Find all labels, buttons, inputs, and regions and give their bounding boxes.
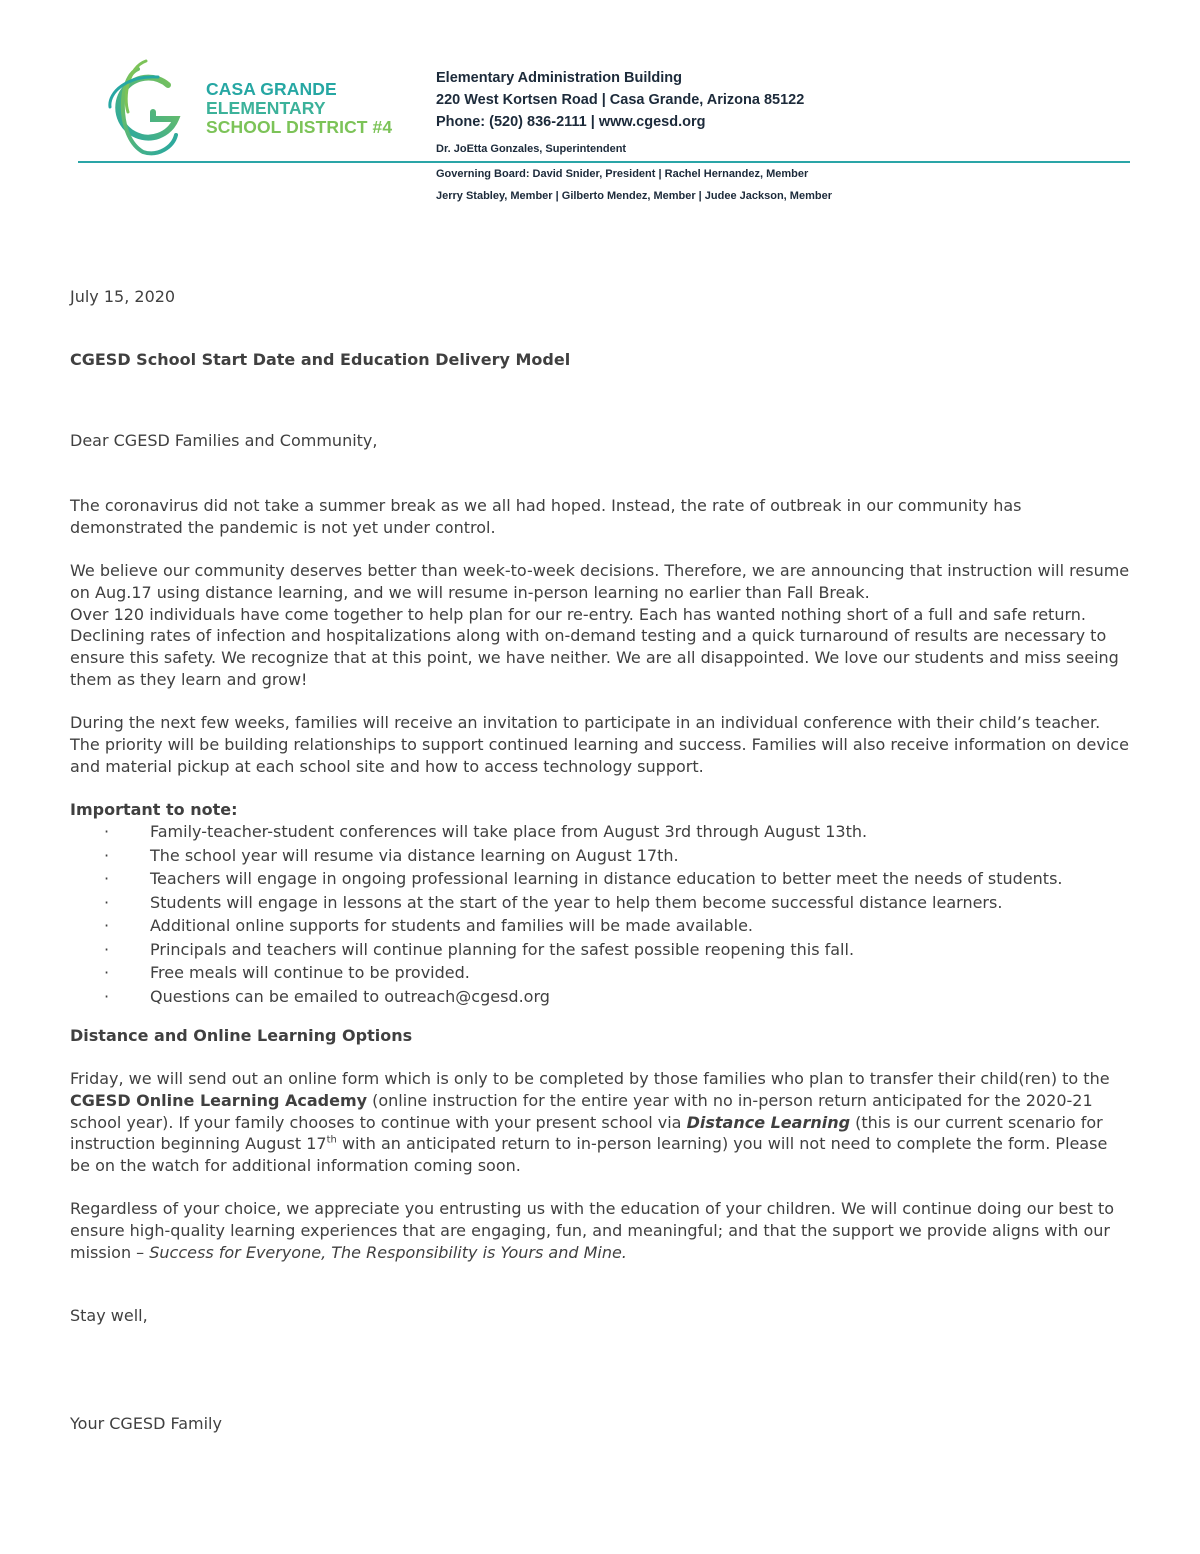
building-name: Elementary Administration Building [436,70,682,86]
bullet-icon: · [104,892,110,912]
paragraph-5: Regardless of your choice, we appreciate you entrusting us with the education of your children. We will continue doing our best to ensure high-quality learning experiences that are engaging, fun, and meaningful; and that the support we provide aligns with our mission – Success for Everyone, The Responsibility is Yours and Mine. [70,1199,1115,1262]
district-name-logo [206,80,392,137]
paragraph-3: During the next few weeks, families will receive an invitation to participate in an individual conference with their child’s teacher. The priority will be building relationships to support continued learning and success. Families will also receive information on device and material pickup at each school site and how to access technology support. [70,713,1129,776]
paragraph-4: Friday, we will send out an online form which is only to be completed by those families who plan to transfer their child(ren) to the CGESD Online Learning Academy (online instruction for the entire year with no in-person return anticipated for the 2020-21 school year). If your family chooses to continue with your present school via Distance Learning (this is our current scenario for instruction beginning August 17th with an anticipated return to in-person learning) you will not need to complete the form. Please be on the watch for additional information coming soon. [70,1069,1110,1176]
bullet-icon: · [104,916,110,935]
bullet-icon: · [104,869,110,888]
contact-line: Phone: (520) 836-2111 | www.cgesd.org [436,114,706,130]
list-item: · Additional online supports for students and families will be made available. [70,914,1150,938]
logo-line-3: SCHOOL DISTRICT #4 [206,117,393,137]
ordinal-suffix: th [326,1135,337,1147]
bullet-icon: · [104,822,110,841]
governing-board-line-2: Jerry Stabley, Member | Gilberto Mendez, Member | Judee Jackson, Member [436,190,832,202]
list-item: · Students will engage in lessons at the start of the year to help them become successful distance learners. [70,891,1150,915]
distance-learning-emphasis: Distance Learning [686,1112,851,1132]
bullet-icon: · [104,963,110,982]
options-heading: Distance and Online Learning Options [70,1026,413,1045]
superintendent-line: Dr. JoEtta Gonzales, Superintendent [436,143,627,155]
list-item: · Teachers will engage in ongoing professional learning in distance education to better meet the needs of students. [70,867,1150,891]
bullet-icon: · [104,845,110,865]
letter-subject: CGESD School Start Date and Education Delivery Model [70,350,571,369]
letterhead-divider [78,161,1130,163]
logo-line-1: CASA GRANDE [206,79,337,99]
paragraph-2b: Over 120 individuals have come together to help plan for our re-entry. Each has wanted nothing short of a full and safe return. Declining rates of infection and hospitalizations along with on-demand testing and a quick turnaround of results are necessary to ensure this safety. We recognize that at this point, we have neither. We are all disappointed. We love our students and miss seeing them as they learn and grow! [70,604,1119,689]
letter-closing: Stay well, [70,1306,148,1325]
important-list [70,820,1150,1008]
logo-line-2: ELEMENTARY [206,98,326,118]
mission-statement: Success for Everyone, The Responsibility is Yours and Mine. [149,1242,627,1262]
letter-salutation: Dear CGESD Families and Community, [70,431,378,450]
list-item: · Questions can be emailed to outreach@cgesd.org [70,985,1150,1009]
paragraph-2 [70,560,1130,691]
letter-date: July 15, 2020 [70,287,176,306]
list-item: · Principals and teachers will continue planning for the safest possible reopening this fall. [70,938,1150,962]
paragraph-2a: We believe our community deserves better than week-to-week decisions. Therefore, we are announcing that instruction will resume on Aug.17 using distance learning, and we will resume in-person learning no earlier than Fall Break. [70,561,1130,602]
list-item: · The school year will resume via distance learning on August 17th. [70,844,1150,868]
important-heading: Important to note: [70,800,238,819]
governing-board-line-1: Governing Board: David Snider, President | Rachel Hernandez, Member [436,168,809,180]
bullet-icon: · [104,986,110,1006]
paragraph-1: The coronavirus did not take a summer break as we all had hoped. Instead, the rate of outbreak in our community has demonstrated the pandemic is not yet under control. [70,496,1022,537]
list-item: · Free meals will continue to be provided. [70,961,1150,985]
district-logo-icon [98,57,198,157]
list-item: · Family-teacher-student conferences will take place from August 3rd through August 13th. [70,820,1150,844]
letter-signature: Your CGESD Family [70,1414,222,1433]
online-academy-emphasis: CGESD Online Learning Academy [70,1090,368,1110]
street-address: 220 West Kortsen Road | Casa Grande, Arizona 85122 [436,92,805,108]
bullet-icon: · [104,939,110,959]
